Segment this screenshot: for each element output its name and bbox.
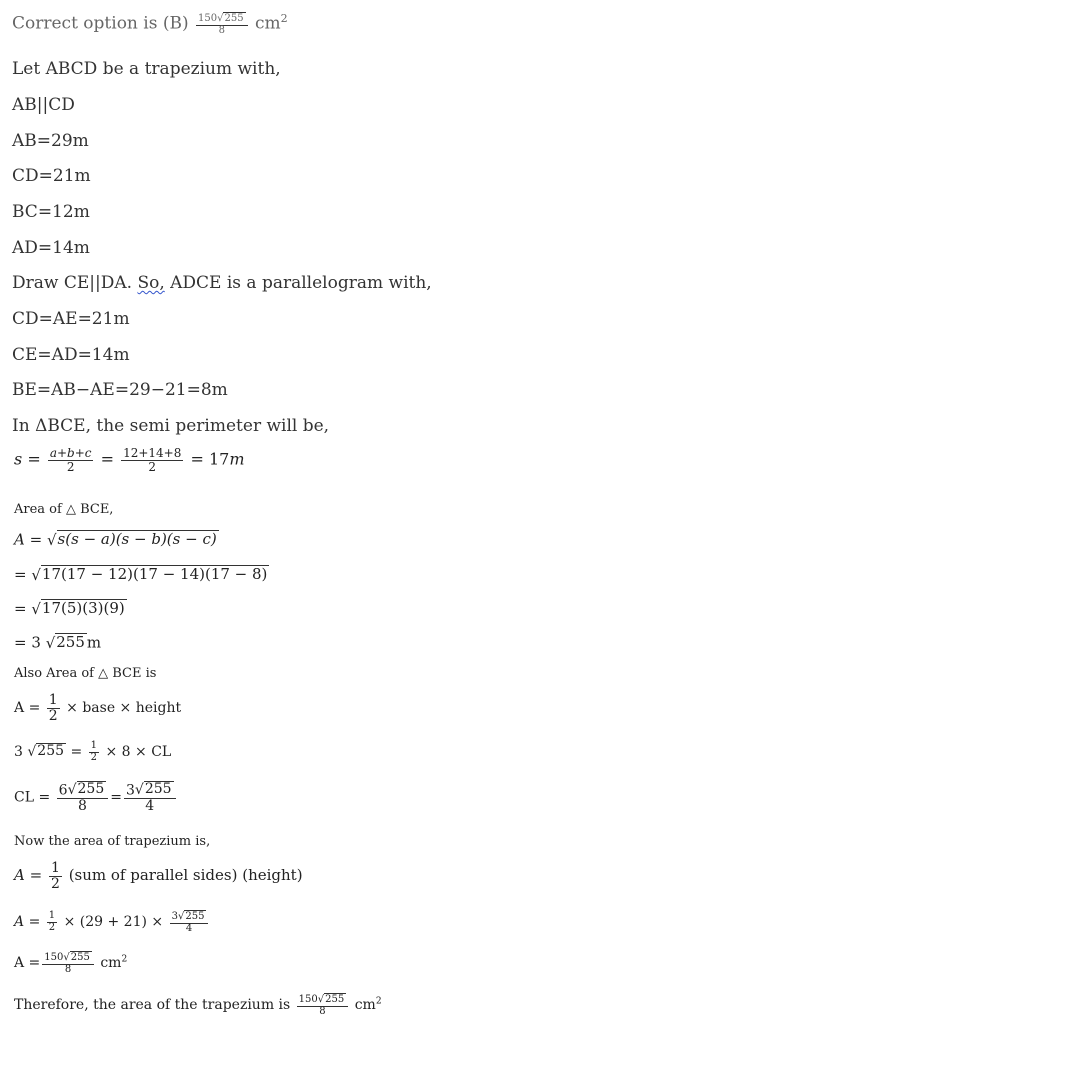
trapezium-substitution: A = $\frac{1}{2}$ × (29 + 21) × 3 √ 255 4: [14, 910, 210, 934]
answer-line: Correct option is (B) 150 √ 255 8 $cm^2$: [12, 11, 288, 36]
draw-line: Draw CE||DA. So, ADCE is a parallelogram with,: [12, 273, 432, 293]
intro-line: Let ABCD be a trapezium with,: [12, 59, 281, 79]
semi-perimeter-equation: s = $\frac{a+b+c}{2}$ = $\frac{12+14+8}{2}$ = 17m: [14, 446, 245, 474]
intro-line: AB||CD: [12, 95, 75, 115]
para-line: In ΔBCE, the semi perimeter will be,: [12, 416, 330, 436]
intro-line: AB=29m: [12, 131, 89, 151]
cl-result: CL = 6 √ 255 8 = 3 √ 255 4: [14, 781, 178, 814]
also-area-title: Also Area of △ BCE is: [14, 666, 157, 681]
conclusion-line: Therefore, the area of the trapezium is 150 √ 255 8 $cm^2$: [14, 994, 382, 1017]
para-line: CE=AD=14m: [12, 345, 130, 365]
heron-formula: A = √ s(s − a)(s − b)(s − c): [14, 530, 217, 549]
para-line: CD=AE=21m: [12, 309, 130, 329]
answer-fraction: 150 √ 255 8: [196, 12, 248, 36]
heron-step-1: = √ 17(17 − 12)(17 − 14)(17 − 8): [14, 565, 268, 584]
intro-line: AD=14m: [12, 238, 90, 258]
area-bce-title: Area of △ BCE,: [14, 502, 114, 517]
trapezium-formula: A = $\frac{1}{2}$ (sum of parallel sides) (height): [14, 860, 303, 892]
cl-equation: 3 √ 255 = $\frac{1}{2}$ × 8 × CL: [14, 740, 172, 763]
spellcheck-word: So,: [137, 273, 165, 293]
intro-line: CD=21m: [12, 166, 91, 186]
heron-step-2: = √ 17(5)(3)(9): [14, 599, 125, 618]
answer-prefix: Correct option is (B): [12, 13, 195, 34]
para-line: BE=AB−AE=29−21=8m: [12, 380, 228, 400]
trapezium-result: A = 150 √ 255 8 $cm^2$: [14, 952, 128, 975]
half-base-height: A = $\frac{1}{2}$ × base × height: [14, 692, 182, 724]
intro-line: BC=12m: [12, 202, 90, 222]
heron-result: = 3 √ 255 m: [14, 633, 102, 652]
trapezium-title: Now the area of trapezium is,: [14, 834, 211, 849]
